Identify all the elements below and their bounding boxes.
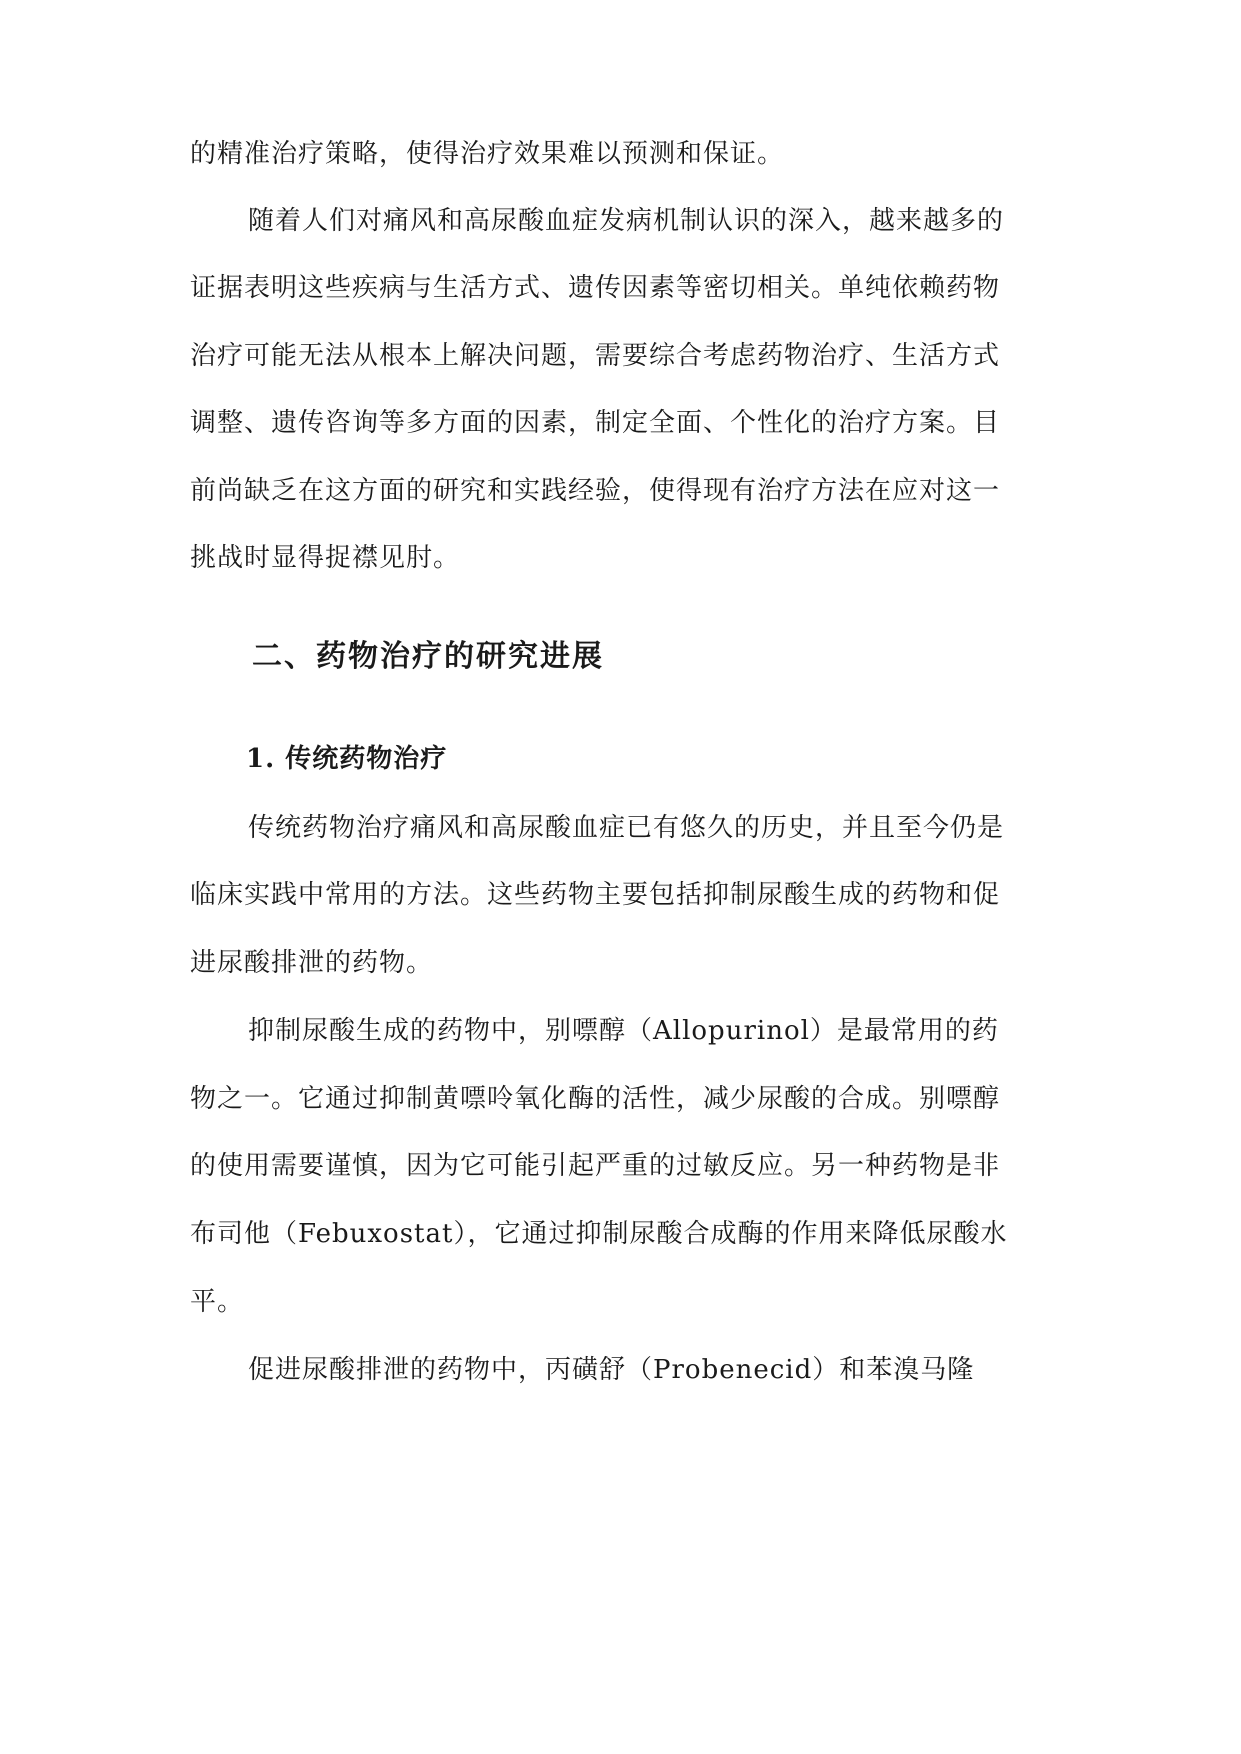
paragraph-line: 抑制尿酸生成的药物中，别嘌醇（Allopurinol）是最常用的药 — [248, 1016, 999, 1046]
paragraph-line: 进尿酸排泄的药物。 — [190, 948, 434, 978]
paragraph-line: 挑战时显得捉襟见肘。 — [190, 543, 461, 573]
paragraph-line: 治疗可能无法从根本上解决问题，需要综合考虑药物治疗、生活方式 — [190, 341, 1001, 371]
paragraph-line: 随着人们对痛风和高尿酸血症发病机制认识的深入，越来越多的 — [248, 206, 1005, 236]
paragraph-line: 调整、遗传咨询等多方面的因素，制定全面、个性化的治疗方案。目 — [190, 408, 1001, 438]
paragraph-line: 证据表明这些疾病与生活方式、遗传因素等密切相关。单纯依赖药物 — [190, 273, 1001, 303]
paragraph-line: 布司他（Febuxostat），它通过抑制尿酸合成酶的作用来降低尿酸水 — [190, 1219, 1008, 1249]
paragraph-line: 物之一。它通过抑制黄嘌呤氧化酶的活性，减少尿酸的合成。别嘌醇 — [190, 1084, 1001, 1114]
paragraph-line: 前尚缺乏在这方面的研究和实践经验，使得现有治疗方法在应对这一 — [190, 476, 1001, 506]
paragraph-line: 临床实践中常用的方法。这些药物主要包括抑制尿酸生成的药物和促 — [190, 880, 1001, 910]
subsection-heading: 1. 传统药物治疗 — [246, 744, 448, 774]
paragraph-line: 传统药物治疗痛风和高尿酸血症已有悠久的历史，并且至今仍是 — [248, 813, 1005, 843]
paragraph-line: 平。 — [190, 1287, 245, 1317]
section-heading: 二、药物治疗的研究进展 — [252, 639, 604, 674]
paragraph-line: 促进尿酸排泄的药物中，丙磺舒（Probenecid）和苯溴马隆 — [248, 1355, 975, 1385]
paragraph-line: 的精准治疗策略，使得治疗效果难以预测和保证。 — [190, 139, 785, 169]
paragraph-line: 的使用需要谨慎，因为它可能引起严重的过敏反应。另一种药物是非 — [190, 1151, 1001, 1181]
